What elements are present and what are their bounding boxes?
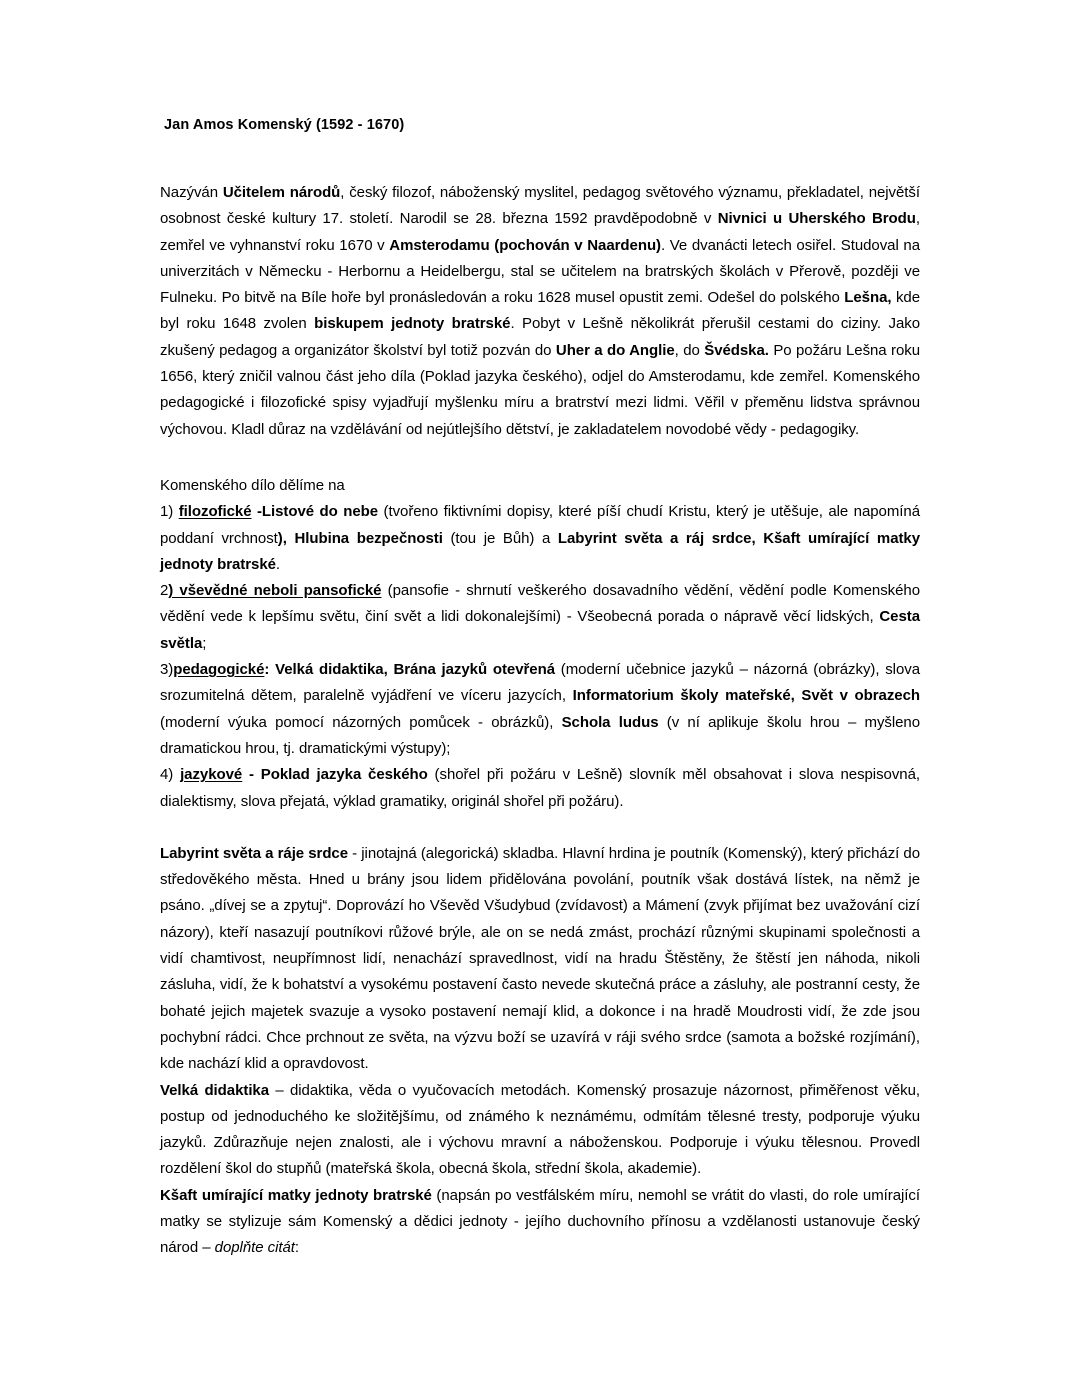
intro-bold-uhry-anglie: Uher a do Anglie: [555, 341, 675, 359]
intro-bold-ucitelem-narodu: Učitelem národů: [222, 184, 341, 201]
intro-text-6: . Pobyt v Lešně několikrát přerušil cestami do ciziny. Jako zkušený pedagog a organizátor školství byl totiž pozván do: [160, 315, 920, 359]
work-3-bold-3: Schola ludus: [561, 713, 659, 731]
work-3-text-3: (v ní aplikuje školu hrou – myšleno dramatickou hrou, tj. dramatickými výstupy);: [160, 713, 921, 757]
velka-didaktika-title: Velká didaktika: [160, 1081, 270, 1099]
spacer: [160, 443, 920, 473]
work-1-bold-3: Labyrint světa a ráj srdce, Kšaft umírající matky jednoty bratrské: [160, 529, 921, 573]
work-4-text-1: (shořel při požáru v Lešně) slovník měl obsahovat i slova nespisovná, dialektismy, slova přejatá, výklad gramatiky, originál shořel při požáru).: [160, 766, 920, 810]
spacer: [160, 815, 920, 841]
work-1-bold-1: -Listové do nebe: [251, 503, 379, 521]
work-item-3: [160, 657, 920, 762]
intro-text-7: , do: [674, 341, 705, 359]
velka-didaktika-text: – didaktika, věda o vyučovacích metodách. Komenský prosazuje názornost, přiměřenost věku, postup od jednoduchého ke složitějšímu, od známého k neznámému, odmítám tělesné tresty, podporuje výuku jazyků. Zdůrazňuje nejen znalosti, ale i výchovu mravní a náboženskou. Podporuje i výuku tělesnou. Provedl rozdělení škol do stupňů (mateřská škola, obecná škola, střední škola, akademie).: [160, 1081, 920, 1178]
labyrint-title: Labyrint světa a ráje srdce: [160, 844, 349, 862]
paragraph-velka-didaktika: [160, 1078, 920, 1183]
work-3-bold-1: : Velká didaktika, Brána jazyků otevřená: [264, 661, 555, 679]
work-4-category: jazykové: [180, 766, 243, 784]
work-1-bold-2: ), Hlubina bezpečnosti: [277, 529, 443, 547]
work-3-category: pedagogické: [173, 661, 265, 679]
work-item-4: [160, 762, 920, 815]
work-1-category: filozofické: [178, 503, 252, 521]
work-3-text-1: (moderní učebnice jazyků – názorná (obrázky), slova srozumitelná dětem, paralelně vyjádření ve víceru jazycích,: [160, 661, 920, 705]
work-4-number: 4): [160, 766, 181, 784]
work-1-number: 1): [160, 503, 179, 521]
document-content: [160, 112, 920, 1262]
work-3-text-2: (moderní výuka pomocí názorných pomůcek - obrázků),: [160, 713, 562, 731]
work-1-text-3: .: [275, 555, 281, 573]
intro-text-4: . Ve dvanácti letech osiřel. Studoval na univerzitách v Německu - Herbornu a Heidelbergu, stal se učitelem na bratrských školách v Přerově, později ve Fulneku. Po bitvě na Bíle hoře byl pronásledován a roku 1628 musel opustit zemi. Odešel do polského: [160, 236, 920, 307]
intro-bold-biskup: biskupem jednoty bratrské: [314, 315, 511, 333]
work-item-1: [160, 499, 920, 578]
work-1-text-1: (tvořeno fiktivními dopisy, které píší chudí Kristu, který je utěšuje, ale napomíná poddaní vrchnost: [160, 503, 920, 547]
intro-text-8: Po požáru Lešna roku 1656, který zničil valnou část jeho díla (Poklad jazyka českého), odjel do Amsterodamu, kde zemřel. Komenského pedagogické i filozofické spisy vyjadřují myšlenku míru a bratrství mezi lidmi. Věřil v přeměnu lidstva správnou výchovou. Kladl důraz na vzdělávání od nejútlejšího dětství, je zakladatelem novodobé vědy - pedagogiky.: [160, 341, 921, 438]
intro-text-2: , český filozof, náboženský myslitel, pedagog světového významu, překladatel, největší osobnost české kultury 17. století. Narodil se 28. března 1592 pravděpodobně v: [160, 184, 920, 228]
paragraph-ksaft: [160, 1183, 920, 1262]
work-2-category: ) vševědné neboli pansofické: [168, 582, 382, 600]
ksaft-text-2: :: [294, 1239, 300, 1257]
intro-bold-nivnice: Nivnici u Uherského Brodu: [717, 210, 916, 228]
work-2-number: 2: [160, 582, 169, 600]
work-1-text-2: (tou je Bůh) a: [442, 529, 558, 547]
work-item-2: [160, 578, 920, 657]
works-heading: Komenského dílo dělíme na: [160, 476, 345, 494]
work-4-bold-1: - Poklad jazyka českého: [242, 766, 428, 784]
intro-text-5: kde byl roku 1648 zvolen: [160, 289, 920, 333]
intro-bold-svedsko: Švédska.: [704, 341, 769, 359]
intro-bold-lesna: Lešna,: [844, 289, 892, 307]
work-3-number: 3): [160, 661, 174, 679]
ksaft-title: Kšaft umírající matky jednoty bratrské: [160, 1186, 432, 1204]
paragraph-intro: [160, 180, 920, 443]
work-2-bold-1: Cesta světla: [160, 608, 920, 652]
intro-bold-amsterodam: Amsterodamu (pochován v Naardenu): [389, 236, 662, 254]
work-2-text-2: ;: [202, 634, 207, 652]
paragraph-labyrint: [160, 841, 920, 1078]
intro-text-1: Nazýván: [160, 184, 223, 201]
page-title: Jan Amos Komenský (1592 - 1670): [164, 117, 405, 133]
labyrint-text: - jinotajná (alegorická) skladba. Hlavní hrdina je poutník (Komenský), který přichází do středověkého města. Hned u brány jsou lidem přidělována povolání, poutník však dostává lístek, na němž je psáno. „dívej se a zpytuj“. Doprovází ho Vševěd Všudybud (zvídavost) a Mámení (zvyk přijímat bez uvažování cizí názory), kteří nasazují poutníkovi růžové brýle, ale on se nedá zmást, prochází různými skupinami společnosti a vidí chamtivost, neupřímnost lidí, nenachází spravedlnost, vidí na hradu Štěstěny, že štěstí jen náhoda, nikoli zásluha, vidí, že k bohatství a vysokému postavení často nevede skutečná práce a zásluhy, ale postranní cesty, že bohaté jejich majetek svazuje a vysoko postavení nemají klid, a dokonce i na hradě Moudrosti vidí, že zde jsou pochybní rádci. Chce prchnout ze světa, na výzvu boží se uzavírá v ráji svého srdce (samota a božské rozjímání), kde nachází klid a opravdovost.: [160, 844, 920, 1073]
ksaft-italic-note: doplňte citát: [214, 1239, 295, 1257]
intro-text-3: , zemřel ve vyhnanství roku 1670 v: [160, 210, 920, 254]
work-3-bold-2: Informatorium školy mateřské, Svět v obrazech: [572, 687, 920, 705]
work-2-text-1: (pansofie - shrnutí veškerého dosavadního vědění, vědění podle Komenského vědění vede k lepšímu světu, činí svět a lidi dokonalejšími) - Všeobecná porada o nápravě věcí lidských,: [160, 582, 920, 626]
ksaft-text-1: (napsán po vestfálském míru, nemohl se vrátit do vlasti, do role umírající matky se stylizuje sám Komenský a dědici jednoty - jejího duchovního přínosu a vzdělanosti ustanovuje český národ –: [160, 1186, 920, 1257]
